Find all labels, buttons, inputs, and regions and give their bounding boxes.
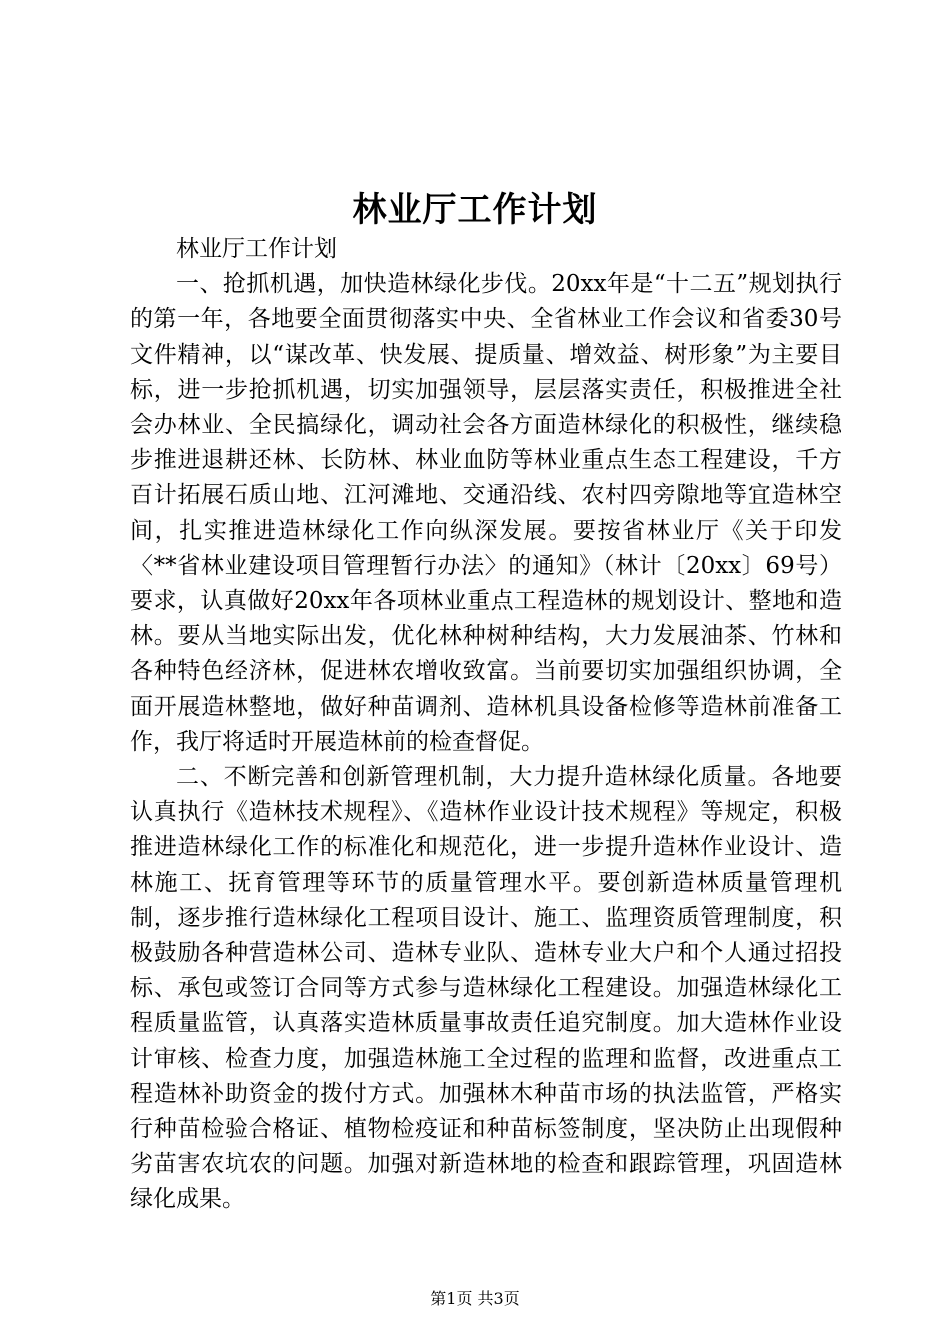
document-body <box>130 232 842 1218</box>
paragraph-1: 一、抢抓机遇，加快造林绿化步伐。20xx年是“十二五”规划执行的第一年，各地要全面贯彻落实中央、全省林业工作会议和省委30号文件精神，以“谋改革、快发展、提质量、增效益、树形象”为主要目标，进一步抢抓机遇，切实加强领导，层层落实责任，积极推进全社会办林业、全民搞绿化，调动社会各方面造林绿化的积极性，继续稳步推进退耕还林、长防林、林业血防等林业重点生态工程建设，千方百计拓展石质山地、江河滩地、交通沿线、农村四旁隙地等宜造林空间，扎实推进造林绿化工作向纵深发展。要按省林业厅《关于印发〈**省林业建设项目管理暂行办法〉的通知》（林计〔20xx〕69号）要求，认真做好20xx年各项林业重点工程造林的规划设计、整地和造林。要从当地实际出发，优化林种树种结构，大力发展油茶、竹林和各种特色经济林，促进林农增收致富。当前要切实加强组织协调，全面开展造林整地，做好种苗调剂、造林机具设备检修等造林前准备工作，我厅将适时开展造林前的检查督促。 <box>130 271 842 755</box>
document-subtitle: 林业厅工作计划 <box>176 236 337 262</box>
paragraph-2: 二、不断完善和创新管理机制，大力提升造林绿化质量。各地要认真执行《造林技术规程》、《造林作业设计技术规程》等规定，积极推进造林绿化工作的标准化和规范化，进一步提升造林作业设计、造林施工、抚育管理等环节的质量管理水平。要创新造林质量管理机制，逐步推行造林绿化工程项目设计、施工、监理资质管理制度，积极鼓励各种营造林公司、造林专业队、造林专业大户和个人通过招投标、承包或签订合同等方式参与造林绿化工程建设。加强造林绿化工程质量监管，认真落实造林质量事故责任追究制度。加大造林作业设计审核、检查力度，加强造林施工全过程的监理和监督，改进重点工程造林补助资金的拨付方式。加强林木种苗市场的执法监管，严格实行种苗检验合格证、植物检疫证和种苗标签制度，坚决防止出现假种劣苗害农坑农的问题。加强对新造林地的检查和跟踪管理，巩固造林绿化成果。 <box>130 764 842 1213</box>
page-title: 林业厅工作计划 <box>352 190 598 230</box>
page-number: 第1页 共3页 <box>430 1289 520 1308</box>
